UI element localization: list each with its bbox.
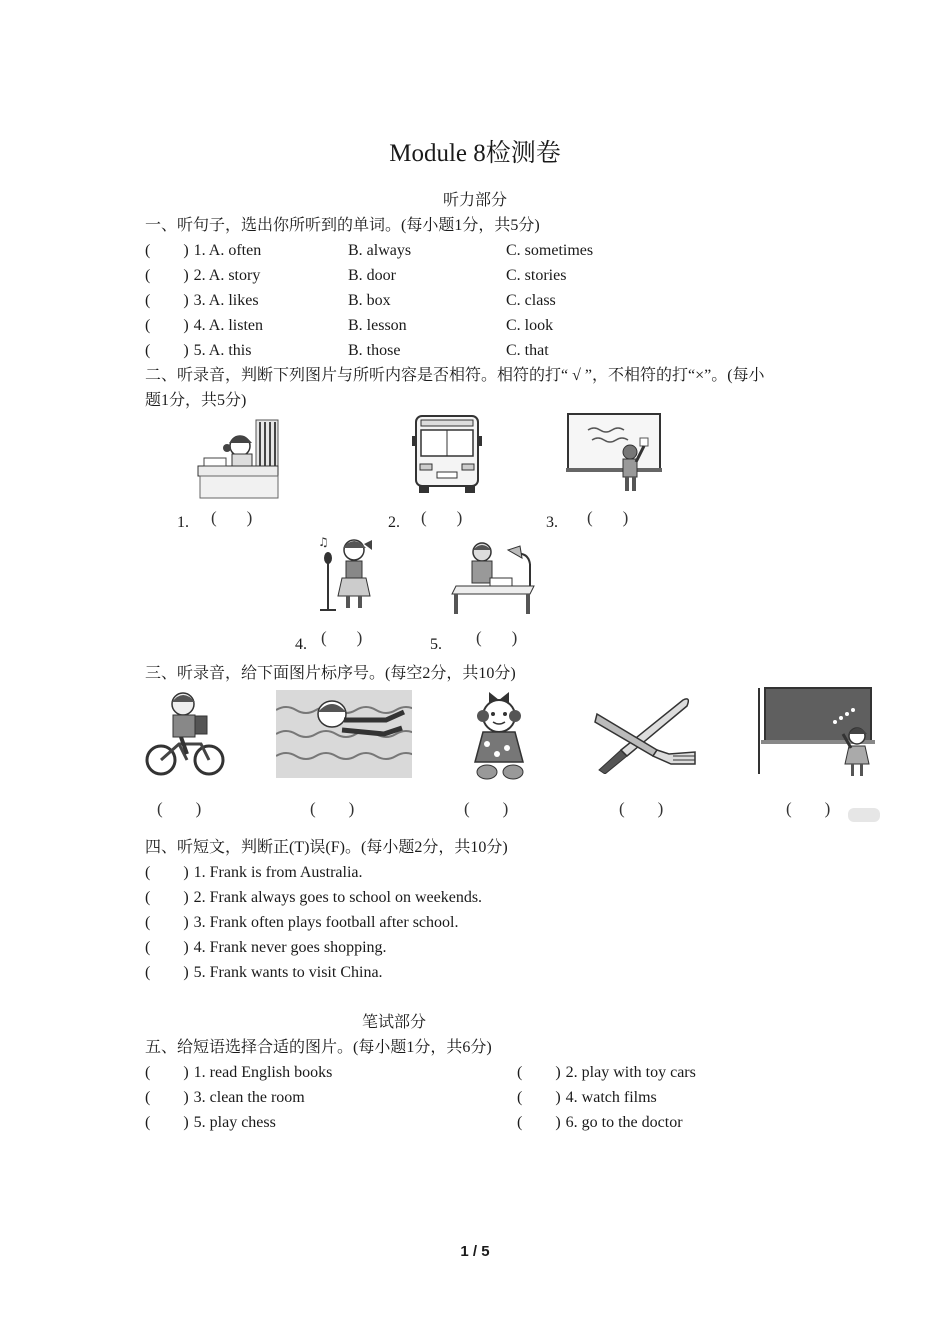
answer-blank-close: ) bbox=[183, 1089, 189, 1106]
pic-label-3: 3. bbox=[546, 514, 558, 531]
writing-header: 笔试部分 bbox=[362, 1014, 427, 1031]
answer-blank-close: ) bbox=[183, 292, 189, 309]
true-false-row bbox=[145, 863, 363, 883]
page-number: 1 / 5 bbox=[460, 1243, 490, 1260]
answer-blank[interactable]: ( bbox=[517, 1064, 523, 1081]
answer-bracket[interactable]: ( ) bbox=[157, 799, 202, 818]
choice-b: B. always bbox=[348, 242, 412, 259]
section4-instruction: 四、听短文，判断正(T)误(F)。(每小题2分，共10分) bbox=[145, 839, 508, 856]
item-text: 1. A. often bbox=[193, 242, 262, 259]
answer-blank-close: ) bbox=[183, 939, 189, 956]
listening-header: 听力部分 bbox=[442, 192, 507, 209]
item-text: 1. Frank is from Australia. bbox=[193, 864, 363, 881]
choice-b: B. door bbox=[348, 267, 396, 284]
item-text: 5. A. this bbox=[193, 342, 252, 359]
answer-blank[interactable]: ( bbox=[145, 964, 151, 981]
answer-blank-close: ) bbox=[183, 914, 189, 931]
answer-blank-close: ) bbox=[555, 1064, 561, 1081]
true-false-row bbox=[145, 888, 482, 908]
choice-row bbox=[145, 316, 263, 336]
answer-blank[interactable]: ( bbox=[145, 267, 151, 284]
answer-blank[interactable]: ( bbox=[145, 1064, 151, 1081]
item-text: 5. play chess bbox=[193, 1114, 276, 1131]
section1-instruction: 一、听句子，选出你所听到的单词。(每小题1分，共5分) bbox=[145, 217, 540, 234]
answer-blank-close: ) bbox=[183, 1064, 189, 1081]
item-text: 6. go to the doctor bbox=[565, 1114, 683, 1131]
choice-c: C. look bbox=[506, 317, 554, 334]
pic-label-1: 1. bbox=[177, 514, 189, 531]
choice-c: C. sometimes bbox=[506, 242, 594, 259]
answer-blank[interactable]: ( bbox=[145, 864, 151, 881]
item-text: 4. watch films bbox=[565, 1089, 657, 1106]
answer-blank-close: ) bbox=[183, 342, 189, 359]
pic-label-5: 5. bbox=[430, 636, 442, 653]
answer-blank[interactable]: ( bbox=[145, 292, 151, 309]
item-text: 3. A. likes bbox=[193, 292, 259, 309]
choice-b: B. those bbox=[348, 342, 401, 359]
answer-bracket[interactable]: ( ) bbox=[464, 799, 509, 818]
choice-row bbox=[145, 266, 260, 286]
phrase-row bbox=[517, 1113, 683, 1133]
answer-blank-close: ) bbox=[183, 964, 189, 981]
section2-instruction-line1: 二、听录音，判断下列图片与所听内容是否相符。相符的打“ √ ”，不相符的打“×”。(每小 bbox=[145, 367, 765, 384]
item-text: 2. A. story bbox=[193, 267, 261, 284]
page-title: Module 8检测卷 bbox=[389, 140, 561, 167]
answer-blank-close: ) bbox=[555, 1114, 561, 1131]
answer-blank[interactable]: ( bbox=[145, 1089, 151, 1106]
answer-blank[interactable]: ( bbox=[145, 242, 151, 259]
answer-bracket[interactable]: ( ) bbox=[321, 628, 363, 647]
choice-row bbox=[145, 241, 261, 261]
choice-b: B. lesson bbox=[348, 317, 407, 334]
picture-girl-at-chalkboard bbox=[755, 686, 879, 780]
answer-bracket[interactable]: ( ) bbox=[476, 628, 518, 647]
picture-swimming bbox=[276, 690, 412, 778]
answer-blank-close: ) bbox=[555, 1089, 561, 1106]
picture-boy-riding-bike bbox=[143, 688, 227, 780]
section3-instruction: 三、听录音，给下面图片标序号。(每空2分，共10分) bbox=[145, 665, 516, 682]
phrase-row bbox=[517, 1088, 657, 1108]
answer-bracket[interactable]: ( ) bbox=[211, 508, 253, 527]
item-text: 3. clean the room bbox=[193, 1089, 305, 1106]
answer-bracket[interactable]: ( ) bbox=[310, 799, 355, 818]
picture-boy-at-blackboard bbox=[566, 412, 664, 494]
item-text: 5. Frank wants to visit China. bbox=[193, 964, 383, 981]
pic-label-2: 2. bbox=[388, 514, 400, 531]
answer-bracket[interactable]: ( ) bbox=[619, 799, 664, 818]
phrase-row bbox=[145, 1088, 305, 1108]
answer-bracket[interactable]: ( ) bbox=[587, 508, 629, 527]
choice-c: C. that bbox=[506, 342, 549, 359]
picture-girl-singing bbox=[316, 534, 380, 614]
true-false-row bbox=[145, 963, 383, 983]
answer-blank-close: ) bbox=[183, 889, 189, 906]
choice-b: B. box bbox=[348, 292, 391, 309]
answer-blank[interactable]: ( bbox=[145, 317, 151, 334]
phrase-row bbox=[145, 1113, 276, 1133]
phrase-row bbox=[517, 1063, 696, 1083]
picture-girl-reading-desk bbox=[196, 418, 282, 500]
picture-bus bbox=[411, 414, 483, 494]
answer-blank[interactable]: ( bbox=[145, 1114, 151, 1131]
true-false-row bbox=[145, 913, 458, 933]
item-text: 4. Frank never goes shopping. bbox=[193, 939, 387, 956]
choice-c: C. class bbox=[506, 292, 556, 309]
item-text: 3. Frank often plays football after school. bbox=[193, 914, 459, 931]
svg-text:♫: ♫ bbox=[318, 535, 329, 549]
item-text: 2. Frank always goes to school on weekends. bbox=[193, 889, 483, 906]
answer-blank[interactable]: ( bbox=[517, 1114, 523, 1131]
item-text: 2. play with toy cars bbox=[565, 1064, 696, 1081]
picture-doll bbox=[463, 686, 535, 782]
answer-blank[interactable]: ( bbox=[145, 342, 151, 359]
choice-row bbox=[145, 291, 259, 311]
answer-blank[interactable]: ( bbox=[145, 889, 151, 906]
item-text: 4. A. listen bbox=[193, 317, 263, 334]
true-false-row bbox=[145, 938, 387, 958]
answer-bracket[interactable]: ( ) bbox=[421, 508, 463, 527]
answer-blank[interactable]: ( bbox=[145, 939, 151, 956]
answer-blank-close: ) bbox=[183, 1114, 189, 1131]
choice-row bbox=[145, 341, 251, 361]
answer-blank-close: ) bbox=[183, 267, 189, 284]
answer-blank-close: ) bbox=[183, 317, 189, 334]
pic-label-4: 4. bbox=[295, 636, 307, 653]
answer-bracket[interactable]: ( ) bbox=[786, 799, 831, 818]
answer-blank[interactable]: ( bbox=[145, 914, 151, 931]
answer-blank[interactable]: ( bbox=[517, 1089, 523, 1106]
scan-smudge bbox=[848, 808, 880, 822]
picture-knife-and-fork bbox=[591, 694, 703, 774]
picture-boy-studying-lamp bbox=[450, 540, 536, 616]
section5-instruction: 五、给短语选择合适的图片。(每小题1分，共6分) bbox=[145, 1039, 492, 1056]
choice-c: C. stories bbox=[506, 267, 567, 284]
phrase-row bbox=[145, 1063, 332, 1083]
item-text: 1. read English books bbox=[193, 1064, 333, 1081]
answer-blank-close: ) bbox=[183, 864, 189, 881]
answer-blank-close: ) bbox=[183, 242, 189, 259]
section2-instruction-line2: 题1分，共5分) bbox=[145, 392, 247, 409]
